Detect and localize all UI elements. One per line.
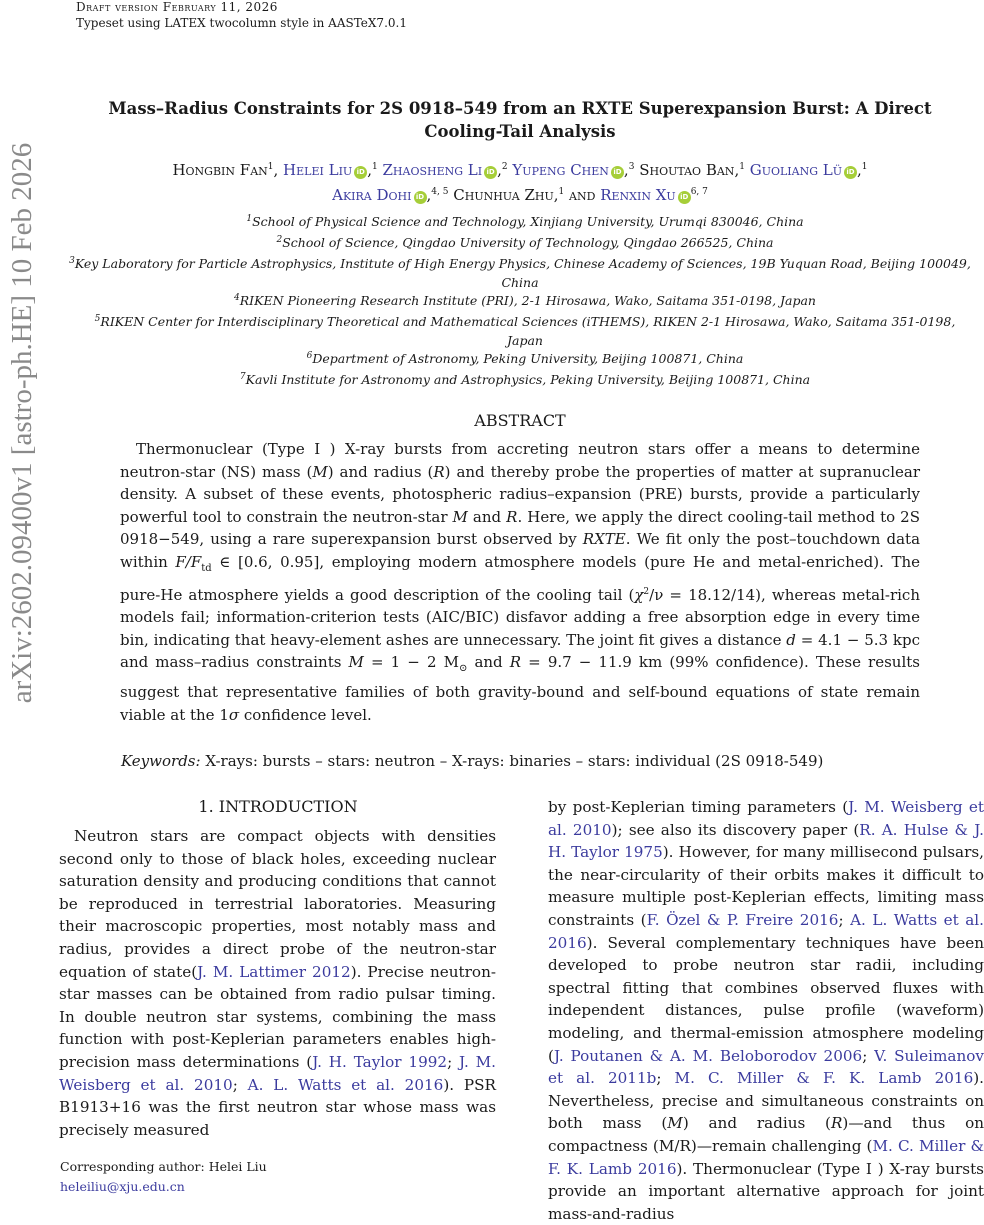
citation-link[interactable]: M. C. Miller & F. K. Lamb 2016 — [548, 1136, 984, 1178]
orcid-icon[interactable]: iD — [484, 166, 497, 179]
author-link[interactable]: Akira Dohi — [332, 186, 412, 204]
author-link[interactable]: Yupeng Chen — [512, 161, 609, 179]
abstract-heading: ABSTRACT — [474, 411, 566, 430]
author-link[interactable]: Zhaosheng Li — [382, 161, 483, 179]
author-link[interactable]: Renxin Xu — [600, 186, 676, 204]
orcid-icon[interactable]: iD — [611, 166, 624, 179]
citation-link[interactable]: J. M. Lattimer 2012 — [197, 962, 351, 981]
affiliation: $^5$RIKEN Center for Interdisciplinary Theoretical and Mathematical Sciences (iTHEMS), RIKEN 2-1 Hirosawa, Wako, Saitama 351-0198, Japan — [94, 314, 956, 349]
author-name: Shoutao Ban — [639, 161, 735, 179]
keywords-line: Keywords: X-rays: bursts – stars: neutron – X-rays: binaries – stars: individual (2S 0918-549) — [121, 752, 824, 770]
affiliation: $^3$Key Laboratory for Particle Astrophysics, Institute of High Energy Physics, Chinese Academy of Sciences, 19B Yuquan Road, Beijing 100049, China — [69, 256, 971, 291]
citation-link[interactable]: A. L. Watts et al. 2016 — [247, 1075, 444, 1094]
orcid-icon[interactable]: iD — [844, 166, 857, 179]
citation-link[interactable]: J. M. Weisberg et al. 2010 — [59, 1052, 496, 1094]
affiliation: $^6$Department of Astronomy, Peking University, Beijing 100871, China — [306, 351, 744, 367]
corresponding-author-label: Corresponding author: Helei Liu — [60, 1159, 267, 1174]
orcid-icon[interactable]: iD — [414, 191, 427, 204]
affiliation: $^2$School of Science, Qingdao University of Technology, Qingdao 266525, China — [276, 235, 774, 251]
author-list: Hongbin Fan$^1$, Helei Liu iD ,$^1$ Zhaosheng Li iD ,$^2$ Yupeng Chen iD ,$^3$ Shoutao Ban,$^1$ Guoliang Lü iD ,$^1$ Akira Dohi iD ,$^{4, 5}$ Chunhua Zhu,$^1$ and Renxin Xu iD $^{6, 7}$ — [172, 161, 868, 204]
intro-right-column: by post-Keplerian timing parameters (J. M. Weisberg et al. 2010); see also its discovery paper (R. A. Hulse & J. H. Taylor 1975). However, for many millisecond pulsars, the near-circularity of their orbits makes it difficult to measure multiple post-Keplerian effects, limiting mass constraints (F. Özel & P. Freire 2016; A. L. Watts et al. 2016). Several complementary techniques have been developed to probe neutron star radii, including spectral fitting that combines observed fluxes with independent distances, pulse profile (waveform) modeling, and thermal-emission atmosphere modeling (J. Poutanen & A. M. Beloborodov 2006; V. Suleimanov et al. 2011b; M. C. Miller & F. K. Lamb 2016). Nevertheless, precise and simultaneous constraints on both mass (M) and radius (R)—and thus on compactness (M/R)—remain challenging (M. C. Miller & F. K. Lamb 2016). Thermonuclear (Type I ) X-ray bursts provide an important alternative approach for joint mass-and-radius — [548, 798, 984, 1223]
affiliation: $^4$RIKEN Pioneering Research Institute (PRI), 2-1 Hirosawa, Wako, Saitama 351-0198, Japan — [234, 293, 816, 309]
citation-link[interactable]: J. H. Taylor 1992 — [312, 1052, 448, 1071]
section-heading: 1. INTRODUCTION — [198, 797, 358, 816]
affiliation: $^7$Kavli Institute for Astronomy and Astrophysics, Peking University, Beijing 100871, China — [239, 372, 811, 388]
author-name: Chunhua Zhu — [453, 186, 554, 204]
author-link[interactable]: Guoliang Lü — [749, 161, 843, 179]
author-email-link[interactable]: heleiliu@xju.edu.cn — [60, 1179, 185, 1194]
intro-left-column: Neutron stars are compact objects with densities second only to those of black holes, exceeding nuclear saturation density and producing conditions that cannot be reproduced in terrestrial laboratories. Measuring their macroscopic properties, most notably mass and radius, provides a direct probe of the neutron-star equation of state(J. M. Lattimer 2012). Precise neutron-star masses can be obtained from radio pulsar timing. In double neutron star systems, combining the mass function with post-Keplerian parameters enables high-precision mass determinations (J. H. Taylor 1992; J. M. Weisberg et al. 2010; A. L. Watts et al. 2016). PSR B1913+16 was the first neutron star whose mass was precisely measured — [59, 827, 496, 1139]
citation-link[interactable]: V. Suleimanov et al. 2011b — [548, 1046, 984, 1088]
author-name: Hongbin Fan — [172, 161, 268, 179]
affiliation: $^1$School of Physical Science and Technology, Xinjiang University, Urumqi 830046, China — [246, 214, 804, 230]
author-link[interactable]: Helei Liu — [283, 161, 353, 179]
citation-link[interactable]: J. Poutanen & A. M. Beloborodov 2006 — [553, 1046, 863, 1065]
arxiv-identifier-stamp: arXiv:2602.09400v1 [astro-ph.HE] 10 Feb 2026 — [6, 142, 38, 704]
corresponding-author-footnote — [60, 1157, 267, 1197]
paper-title: Mass–Radius Constraints for 2S 0918–549 from an RXTE Superexpansion Burst: A Direct Cooling-Tail Analysis — [108, 99, 932, 141]
orcid-icon[interactable]: iD — [678, 191, 691, 204]
abstract-body: Thermonuclear (Type I ) X-ray bursts from accreting neutron stars offer a means to determine neutron-star (NS) mass (M) and radius (R) and thereby probe the properties of matter at supranuclear density. A subset of these events, photospheric radius–expansion (PRE) bursts, provide a particularly powerful tool to constrain the neutron-star M and R. Here, we apply the direct cooling-tail method to 2S 0918−549, using a rare superexpansion burst observed by RXTE. We fit only the post–touchdown data within $F/F_{td}$ ∈ [0.6, 0.95], employing modern atmosphere models (pure He and metal-enriched). The pure-He atmosphere yields a good description of the cooling tail $(\chi^2/\nu = 18.12/14)$, whereas metal-rich models fail; information-criterion tests (AIC/BIC) disfavor adding a free absorption edge in every time bin, indicating that heavy-element ashes are unnecessary. The joint fit gives a distance d = 4.1 − 5.3 kpc and mass–radius constraints M = 1 − 2 $M_⊙$ and R = 9.7 − 11.9 km (99% confidence). These results suggest that representative families of both gravity-bound and self-bound equations of state remain viable at the 1σ confidence level. — [120, 440, 921, 724]
orcid-icon[interactable]: iD — [354, 166, 367, 179]
citation-link[interactable]: R. A. Hulse & J. H. Taylor 1975 — [548, 820, 984, 862]
draft-version-line: Draft version February 11, 2026 — [76, 0, 278, 14]
citation-link[interactable]: A. L. Watts et al. 2016 — [548, 910, 984, 952]
citation-link[interactable]: J. M. Weisberg et al. 2010 — [548, 798, 984, 839]
citation-link[interactable]: M. C. Miller & F. K. Lamb 2016 — [674, 1069, 974, 1088]
citation-link[interactable]: F. Özel & P. Freire 2016 — [646, 910, 839, 929]
typeset-line: Typeset using LATEX twocolumn style in AASTeX7.0.1 — [76, 16, 407, 30]
